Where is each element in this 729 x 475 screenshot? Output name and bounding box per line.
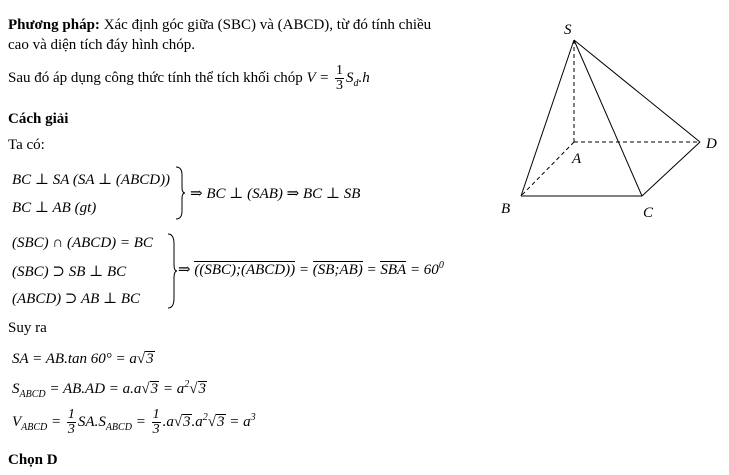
- sys2-result: [178, 260, 444, 279]
- v-end: = a: [225, 413, 251, 430]
- angle-SBA: SBA: [380, 262, 407, 278]
- v-sub2: ABCD: [105, 421, 132, 433]
- angle-planes: ((SBC);(ABCD)): [194, 262, 296, 278]
- edge-SB: [521, 40, 574, 196]
- method-line-2: [8, 37, 195, 54]
- label-D: D: [706, 136, 717, 152]
- sys1-result: ⇒ BC ⊥ (SAB) ⇒ BC ⊥ SB: [190, 186, 361, 202]
- formula-S: S: [346, 69, 354, 86]
- s-mid: = a: [159, 381, 185, 397]
- sys2-line-3: (ABCD) ⊃ AB ⊥ BC: [12, 291, 141, 307]
- sys2-eq2: =: [362, 262, 381, 278]
- s-abcd-equation: $S_{ABCD} = AB.AD = a.a√3 = a^2√3$: [12, 379, 206, 400]
- sys2-line-2: (SBC) ⊃ SB ⊥ BC: [12, 264, 127, 280]
- label-S: S: [564, 22, 572, 38]
- edge-AB-hidden: [521, 142, 574, 196]
- v-symbol: V: [12, 413, 22, 430]
- v-root1: 3: [183, 413, 191, 430]
- label-C: C: [643, 205, 654, 221]
- v-frac-1: [67, 408, 76, 437]
- s-root1: 3: [150, 381, 159, 397]
- frac-den: 3: [336, 78, 344, 93]
- s-exp: 2: [184, 379, 190, 390]
- method-line-1: [8, 17, 431, 34]
- sa-lhs: SA = AB.tan 60° = a: [12, 351, 137, 367]
- sys2-result-end: = 60: [406, 262, 439, 278]
- degree-sign: 0: [438, 260, 444, 271]
- sa-root: 3: [146, 351, 154, 367]
- pyramid-figure: [490, 10, 725, 225]
- edge-SC: [574, 40, 642, 196]
- v-frac-2: [152, 408, 161, 437]
- sys1-line-1: BC ⊥ SA (SA ⊥ (ABCD)): [12, 172, 171, 188]
- edge-CD: [642, 142, 700, 196]
- s-sub: ABCD: [19, 389, 46, 400]
- method-label: Phương pháp:: [8, 17, 100, 33]
- s-rest: = AB.AD = a.a: [45, 381, 142, 397]
- sys2-brace: [166, 232, 178, 310]
- sa-equation: SA = AB.tan 60° = a√3: [12, 351, 154, 367]
- v-exp2: 3: [250, 411, 256, 423]
- fraction-one-third: [335, 64, 344, 93]
- method-text-2: cao và diện tích đáy hình chóp.: [8, 37, 196, 53]
- sys1-brace: [174, 165, 186, 221]
- v-part: SA.S: [77, 413, 106, 430]
- v-exp1: 2: [202, 411, 208, 423]
- v-n2: 1: [152, 407, 160, 422]
- s-symbol: S: [12, 381, 20, 397]
- v-n1: 1: [67, 407, 75, 422]
- s-root2: 3: [198, 381, 206, 397]
- v-root2: 3: [217, 413, 225, 430]
- method-text-3: Sau đó áp dụng công thức tính thể tích khối chóp: [8, 69, 307, 86]
- label-A: A: [572, 151, 582, 167]
- formula-h: .h: [358, 69, 370, 86]
- v-d2: 3: [152, 422, 160, 437]
- frac-num: 1: [336, 63, 344, 78]
- sys1-line-2: BC ⊥ AB (gt): [12, 200, 97, 216]
- sys2-line-1: (SBC) ∩ (ABCD) = BC: [12, 235, 153, 251]
- v-eq: =: [47, 413, 65, 430]
- solution-intro: Ta có:: [8, 137, 45, 153]
- answer-label: Chọn D: [8, 452, 58, 468]
- formula-sub-d: d: [353, 77, 359, 89]
- v-part2: .a: [162, 413, 174, 430]
- method-formula-line: [8, 64, 370, 93]
- volume-formula-lhs: V =: [306, 69, 334, 86]
- sys2-arrow: ⇒: [178, 262, 195, 278]
- sys2-eq1: =: [295, 262, 313, 278]
- angle-lines: (SB;AB): [312, 262, 363, 278]
- v-mid: .a: [191, 413, 203, 430]
- v-sub1: ABCD: [21, 421, 48, 433]
- suy-ra-label: Suy ra: [8, 320, 47, 336]
- v-d1: 3: [67, 422, 75, 437]
- v-eq2: =: [131, 413, 150, 430]
- solution-title: Cách giải: [8, 111, 69, 127]
- method-text-1: Xác định góc giữa (SBC) và (ABCD), từ đó tính chiều: [99, 17, 432, 33]
- edge-SD: [574, 40, 700, 142]
- v-abcd-equation: $V_{ABCD}$ = $\frac{1}{3}$ $SA.S_{ABCD}$ = $\frac{1}{3}$ $.a√3.a^2√3 = a^3$: [12, 407, 256, 437]
- label-B: B: [501, 201, 511, 217]
